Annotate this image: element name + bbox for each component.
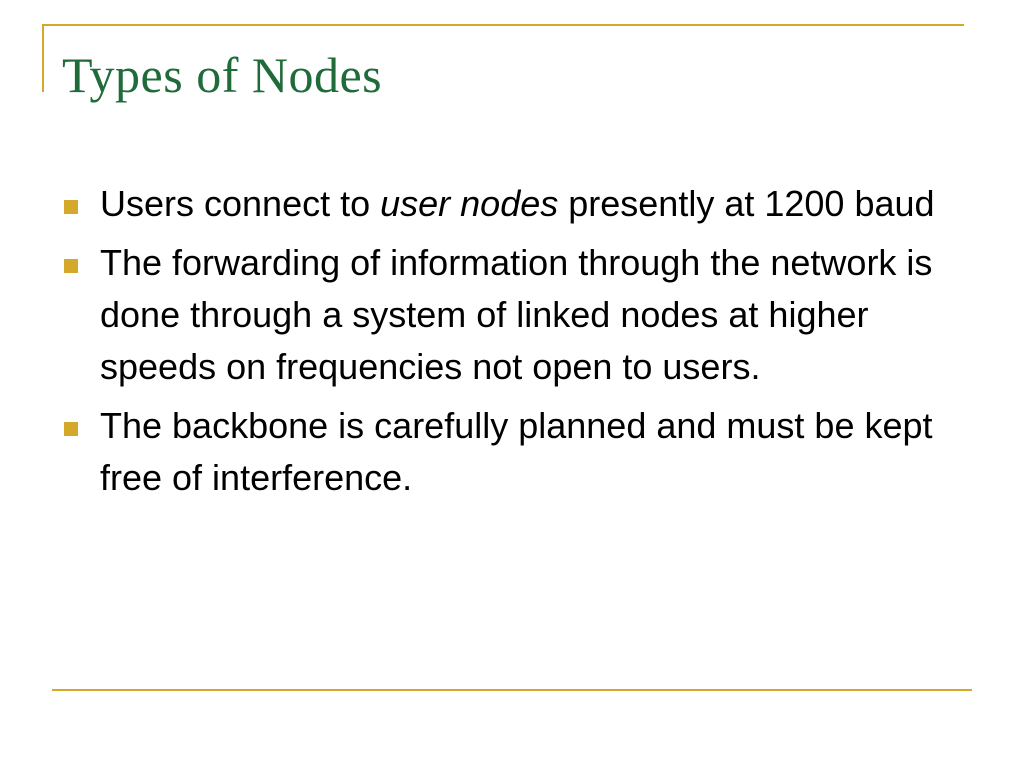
square-bullet-icon xyxy=(64,259,78,273)
left-accent-line xyxy=(42,24,44,92)
slide-title: Types of Nodes xyxy=(62,47,383,103)
square-bullet-icon xyxy=(64,422,78,436)
bullet-item-backbone xyxy=(62,400,962,504)
bullet-text: The forwarding of information through the network is done through a system of linked nodes at higher speeds on frequencies not open to users. xyxy=(100,242,933,387)
bottom-divider-line xyxy=(52,689,972,691)
bullet-item-forwarding xyxy=(62,237,962,393)
bullet-text-emphasis: user nodes xyxy=(380,183,559,224)
top-divider-line xyxy=(42,24,964,26)
bullet-item-user-nodes xyxy=(62,178,962,230)
bullet-list xyxy=(62,178,962,511)
bullet-text-after: presently at 1200 baud xyxy=(558,183,935,224)
bullet-text: The backbone is carefully planned and must be kept free of interference. xyxy=(100,405,933,498)
square-bullet-icon xyxy=(64,200,78,214)
bullet-text-before: Users connect to xyxy=(100,183,381,224)
